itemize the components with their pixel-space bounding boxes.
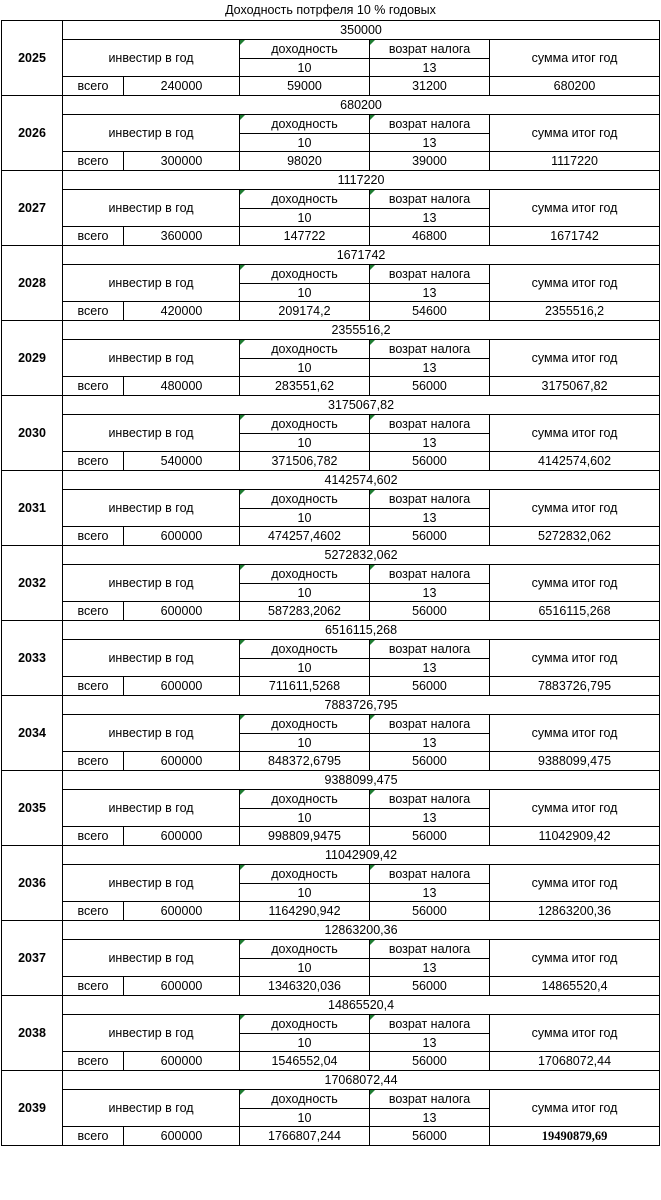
year-total-cell[interactable]: 3175067,82 [490, 377, 660, 396]
invest-label-cell[interactable]: инвестир в год [63, 115, 240, 152]
all-label-cell[interactable]: всего [63, 977, 124, 996]
tax-value-cell[interactable]: 56000 [370, 752, 490, 771]
income-value-cell[interactable]: 1766807,244 [240, 1127, 370, 1146]
yield-label-cell[interactable]: доходность [240, 640, 370, 659]
tax-rate-cell[interactable]: 13 [370, 359, 490, 377]
tax-value-cell[interactable]: 56000 [370, 827, 490, 846]
year-total-cell[interactable]: 1671742 [490, 227, 660, 246]
tax-value-cell[interactable]: 56000 [370, 977, 490, 996]
year-block-row-labels [2, 115, 660, 134]
tax-rate-cell[interactable]: 13 [370, 59, 490, 77]
yield-rate-cell[interactable]: 10 [240, 359, 370, 377]
tax-label-cell[interactable]: возрат налога [370, 340, 490, 359]
year-cell[interactable]: 2034 [2, 696, 63, 771]
invest-value-cell[interactable]: 600000 [124, 902, 240, 921]
year-cell[interactable]: 2039 [2, 1071, 63, 1146]
invest-label-cell[interactable]: инвестир в год [63, 640, 240, 677]
invest-label-cell[interactable]: инвестир в год [63, 190, 240, 227]
year-block-row-labels [2, 790, 660, 809]
tax-value-cell[interactable]: 56000 [370, 602, 490, 621]
total-label-cell[interactable]: сумма итог год [490, 1090, 660, 1127]
start-balance-cell[interactable]: 12863200,36 [63, 921, 660, 940]
tax-rate-cell[interactable]: 13 [370, 134, 490, 152]
tax-rate-cell[interactable]: 13 [370, 1109, 490, 1127]
yield-label-cell[interactable]: доходность [240, 415, 370, 434]
invest-label-cell[interactable]: инвестир в год [63, 940, 240, 977]
yield-rate-cell[interactable]: 10 [240, 209, 370, 227]
total-label-cell[interactable]: сумма итог год [490, 565, 660, 602]
tax-label-cell[interactable]: возрат налога [370, 40, 490, 59]
all-label-cell[interactable]: всего [63, 1052, 124, 1071]
year-block-row-labels [2, 1090, 660, 1109]
year-block-row-labels [2, 40, 660, 59]
start-balance-cell[interactable]: 680200 [63, 96, 660, 115]
tax-value-cell[interactable]: 39000 [370, 152, 490, 171]
year-total-cell[interactable]: 17068072,44 [490, 1052, 660, 1071]
year-cell[interactable]: 2030 [2, 396, 63, 471]
yield-rate-cell[interactable]: 10 [240, 659, 370, 677]
income-value-cell[interactable]: 711611,5268 [240, 677, 370, 696]
year-block-row-start [2, 21, 660, 40]
year-cell[interactable]: 2035 [2, 771, 63, 846]
tax-label-cell[interactable]: возрат налога [370, 865, 490, 884]
income-value-cell[interactable]: 283551,62 [240, 377, 370, 396]
year-total-cell[interactable]: 14865520,4 [490, 977, 660, 996]
invest-label-cell[interactable]: инвестир в год [63, 1015, 240, 1052]
year-block-row-labels [2, 865, 660, 884]
year-block-row-totals [2, 827, 660, 846]
yield-rate-cell[interactable]: 10 [240, 1109, 370, 1127]
invest-label-cell[interactable]: инвестир в год [63, 490, 240, 527]
yield-label-cell[interactable]: доходность [240, 790, 370, 809]
tax-value-cell[interactable]: 56000 [370, 377, 490, 396]
start-balance-cell[interactable]: 11042909,42 [63, 846, 660, 865]
tax-value-cell[interactable]: 56000 [370, 452, 490, 471]
tax-rate-cell[interactable]: 13 [370, 284, 490, 302]
year-cell[interactable]: 2031 [2, 471, 63, 546]
income-value-cell[interactable]: 998809,9475 [240, 827, 370, 846]
year-total-cell[interactable]: 6516115,268 [490, 602, 660, 621]
year-total-cell[interactable]: 12863200,36 [490, 902, 660, 921]
tax-rate-cell[interactable]: 13 [370, 434, 490, 452]
year-cell[interactable]: 2037 [2, 921, 63, 996]
year-cell[interactable]: 2025 [2, 21, 63, 96]
invest-value-cell[interactable]: 600000 [124, 1052, 240, 1071]
all-label-cell[interactable]: всего [63, 677, 124, 696]
income-value-cell[interactable]: 209174,2 [240, 302, 370, 321]
year-block-row-labels [2, 1015, 660, 1034]
year-block-row-totals [2, 677, 660, 696]
income-value-cell[interactable]: 848372,6795 [240, 752, 370, 771]
tax-value-cell[interactable]: 56000 [370, 1052, 490, 1071]
income-value-cell[interactable]: 147722 [240, 227, 370, 246]
all-label-cell[interactable]: всего [63, 452, 124, 471]
year-block-row-totals [2, 377, 660, 396]
year-block-row-start [2, 246, 660, 265]
yield-rate-cell[interactable]: 10 [240, 1034, 370, 1052]
year-block-row-labels [2, 340, 660, 359]
total-label-cell[interactable]: сумма итог год [490, 415, 660, 452]
invest-value-cell[interactable]: 540000 [124, 452, 240, 471]
tax-label-cell[interactable]: возрат налога [370, 790, 490, 809]
start-balance-cell[interactable]: 9388099,475 [63, 771, 660, 790]
tax-value-cell[interactable]: 56000 [370, 527, 490, 546]
invest-label-cell[interactable]: инвестир в год [63, 1090, 240, 1127]
income-value-cell[interactable]: 474257,4602 [240, 527, 370, 546]
yield-rate-cell[interactable]: 10 [240, 134, 370, 152]
total-label-cell[interactable]: сумма итог год [490, 865, 660, 902]
sheet-title: Доходность потрфеля 10 % годовых [225, 3, 436, 17]
invest-value-cell[interactable]: 600000 [124, 752, 240, 771]
start-balance-cell[interactable]: 4142574,602 [63, 471, 660, 490]
year-total-cell[interactable]: 2355516,2 [490, 302, 660, 321]
total-label-cell[interactable]: сумма итог год [490, 190, 660, 227]
start-balance-cell[interactable]: 350000 [63, 21, 660, 40]
year-block-row-labels [2, 940, 660, 959]
tax-value-cell[interactable]: 31200 [370, 77, 490, 96]
tax-rate-cell[interactable]: 13 [370, 734, 490, 752]
tax-label-cell[interactable]: возрат налога [370, 490, 490, 509]
year-total-cell[interactable]: 9388099,475 [490, 752, 660, 771]
tax-value-cell[interactable]: 56000 [370, 902, 490, 921]
portfolio-table [1, 20, 660, 1146]
year-block-row-totals [2, 527, 660, 546]
tax-value-cell[interactable]: 56000 [370, 1127, 490, 1146]
year-block-row-labels [2, 565, 660, 584]
yield-rate-cell[interactable]: 10 [240, 509, 370, 527]
year-block-row-start [2, 921, 660, 940]
tax-rate-cell[interactable]: 13 [370, 659, 490, 677]
invest-value-cell[interactable]: 600000 [124, 977, 240, 996]
invest-label-cell[interactable]: инвестир в год [63, 715, 240, 752]
yield-rate-cell[interactable]: 10 [240, 59, 370, 77]
year-total-cell[interactable]: 5272832,062 [490, 527, 660, 546]
invest-label-cell[interactable]: инвестир в год [63, 40, 240, 77]
start-balance-cell[interactable]: 17068072,44 [63, 1071, 660, 1090]
all-label-cell[interactable]: всего [63, 77, 124, 96]
invest-value-cell[interactable]: 360000 [124, 227, 240, 246]
year-block-row-start [2, 546, 660, 565]
year-block-row-totals [2, 152, 660, 171]
tax-label-cell[interactable]: возрат налога [370, 415, 490, 434]
year-cell[interactable]: 2028 [2, 246, 63, 321]
total-label-cell[interactable]: сумма итог год [490, 340, 660, 377]
yield-rate-cell[interactable]: 10 [240, 284, 370, 302]
total-label-cell[interactable]: сумма итог год [490, 790, 660, 827]
income-value-cell[interactable]: 98020 [240, 152, 370, 171]
tax-label-cell[interactable]: возрат налога [370, 115, 490, 134]
income-value-cell[interactable]: 1164290,942 [240, 902, 370, 921]
year-total-cell[interactable]: 4142574,602 [490, 452, 660, 471]
year-block-row-totals [2, 977, 660, 996]
total-label-cell[interactable]: сумма итог год [490, 40, 660, 77]
year-block-row-totals [2, 77, 660, 96]
all-label-cell[interactable]: всего [63, 827, 124, 846]
tax-label-cell[interactable]: возрат налога [370, 565, 490, 584]
yield-label-cell[interactable]: доходность [240, 340, 370, 359]
year-block-row-start [2, 846, 660, 865]
start-balance-cell[interactable]: 7883726,795 [63, 696, 660, 715]
income-value-cell[interactable]: 587283,2062 [240, 602, 370, 621]
year-block-row-start [2, 171, 660, 190]
all-label-cell[interactable]: всего [63, 752, 124, 771]
invest-label-cell[interactable]: инвестир в год [63, 415, 240, 452]
total-label-cell[interactable]: сумма итог год [490, 115, 660, 152]
tax-rate-cell[interactable]: 13 [370, 884, 490, 902]
yield-rate-cell[interactable]: 10 [240, 734, 370, 752]
invest-value-cell[interactable]: 300000 [124, 152, 240, 171]
year-block-row-totals [2, 602, 660, 621]
all-label-cell[interactable]: всего [63, 602, 124, 621]
total-label-cell[interactable]: сумма итог год [490, 940, 660, 977]
year-block-row-labels [2, 415, 660, 434]
tax-label-cell[interactable]: возрат налога [370, 1090, 490, 1109]
yield-rate-cell[interactable]: 10 [240, 884, 370, 902]
year-block-row-totals [2, 752, 660, 771]
yield-label-cell[interactable]: доходность [240, 865, 370, 884]
year-block-row-totals [2, 902, 660, 921]
all-label-cell[interactable]: всего [63, 152, 124, 171]
year-block-row-totals [2, 452, 660, 471]
year-cell[interactable]: 2032 [2, 546, 63, 621]
year-block-row-labels [2, 190, 660, 209]
start-balance-cell[interactable]: 3175067,82 [63, 396, 660, 415]
tax-rate-cell[interactable]: 13 [370, 209, 490, 227]
year-total-cell[interactable]: 19490879,69 [490, 1127, 660, 1146]
all-label-cell[interactable]: всего [63, 527, 124, 546]
year-block-row-start [2, 771, 660, 790]
yield-rate-cell[interactable]: 10 [240, 959, 370, 977]
tax-value-cell[interactable]: 54600 [370, 302, 490, 321]
yield-label-cell[interactable]: доходность [240, 115, 370, 134]
year-total-cell[interactable]: 7883726,795 [490, 677, 660, 696]
start-balance-cell[interactable]: 6516115,268 [63, 621, 660, 640]
year-block-row-start [2, 96, 660, 115]
invest-value-cell[interactable]: 600000 [124, 602, 240, 621]
yield-label-cell[interactable]: доходность [240, 1090, 370, 1109]
total-label-cell[interactable]: сумма итог год [490, 1015, 660, 1052]
tax-rate-cell[interactable]: 13 [370, 509, 490, 527]
year-total-cell[interactable]: 680200 [490, 77, 660, 96]
year-cell[interactable]: 2029 [2, 321, 63, 396]
year-block-row-start [2, 471, 660, 490]
income-value-cell[interactable]: 1346320,036 [240, 977, 370, 996]
year-block-row-start [2, 321, 660, 340]
invest-value-cell[interactable]: 420000 [124, 302, 240, 321]
yield-label-cell[interactable]: доходность [240, 715, 370, 734]
start-balance-cell[interactable]: 14865520,4 [63, 996, 660, 1015]
all-label-cell[interactable]: всего [63, 227, 124, 246]
start-balance-cell[interactable]: 2355516,2 [63, 321, 660, 340]
yield-label-cell[interactable]: доходность [240, 190, 370, 209]
total-label-cell[interactable]: сумма итог год [490, 490, 660, 527]
tax-rate-cell[interactable]: 13 [370, 584, 490, 602]
all-label-cell[interactable]: всего [63, 902, 124, 921]
tax-value-cell[interactable]: 56000 [370, 677, 490, 696]
start-balance-cell[interactable]: 1117220 [63, 171, 660, 190]
income-value-cell[interactable]: 59000 [240, 77, 370, 96]
invest-label-cell[interactable]: инвестир в год [63, 790, 240, 827]
year-block-row-start [2, 996, 660, 1015]
tax-rate-cell[interactable]: 13 [370, 1034, 490, 1052]
tax-label-cell[interactable]: возрат налога [370, 940, 490, 959]
yield-label-cell[interactable]: доходность [240, 265, 370, 284]
tax-label-cell[interactable]: возрат налога [370, 715, 490, 734]
yield-label-cell[interactable]: доходность [240, 40, 370, 59]
invest-label-cell[interactable]: инвестир в год [63, 565, 240, 602]
year-total-cell[interactable]: 11042909,42 [490, 827, 660, 846]
year-block-row-start [2, 396, 660, 415]
yield-label-cell[interactable]: доходность [240, 490, 370, 509]
tax-label-cell[interactable]: возрат налога [370, 640, 490, 659]
all-label-cell[interactable]: всего [63, 377, 124, 396]
all-label-cell[interactable]: всего [63, 1127, 124, 1146]
invest-value-cell[interactable]: 600000 [124, 827, 240, 846]
invest-label-cell[interactable]: инвестир в год [63, 340, 240, 377]
invest-value-cell[interactable]: 600000 [124, 677, 240, 696]
year-block-row-labels [2, 715, 660, 734]
tax-label-cell[interactable]: возрат налога [370, 1015, 490, 1034]
income-value-cell[interactable]: 1546552,04 [240, 1052, 370, 1071]
year-block-row-start [2, 621, 660, 640]
yield-label-cell[interactable]: доходность [240, 1015, 370, 1034]
year-block-row-totals [2, 1127, 660, 1146]
year-block-row-totals [2, 227, 660, 246]
tax-rate-cell[interactable]: 13 [370, 809, 490, 827]
total-label-cell[interactable]: сумма итог год [490, 715, 660, 752]
invest-value-cell[interactable]: 480000 [124, 377, 240, 396]
year-block-row-totals [2, 1052, 660, 1071]
year-cell[interactable]: 2038 [2, 996, 63, 1071]
total-label-cell[interactable]: сумма итог год [490, 640, 660, 677]
year-cell[interactable]: 2033 [2, 621, 63, 696]
year-cell[interactable]: 2026 [2, 96, 63, 171]
tax-value-cell[interactable]: 46800 [370, 227, 490, 246]
year-block-row-start [2, 1071, 660, 1090]
year-total-cell[interactable]: 1117220 [490, 152, 660, 171]
invest-value-cell[interactable]: 600000 [124, 1127, 240, 1146]
yield-label-cell[interactable]: доходность [240, 565, 370, 584]
tax-rate-cell[interactable]: 13 [370, 959, 490, 977]
total-label-cell[interactable]: сумма итог год [490, 265, 660, 302]
yield-rate-cell[interactable]: 10 [240, 434, 370, 452]
tax-label-cell[interactable]: возрат налога [370, 190, 490, 209]
yield-rate-cell[interactable]: 10 [240, 584, 370, 602]
all-label-cell[interactable]: всего [63, 302, 124, 321]
year-block-row-labels [2, 490, 660, 509]
year-block-row-labels [2, 265, 660, 284]
year-block-row-totals [2, 302, 660, 321]
yield-label-cell[interactable]: доходность [240, 940, 370, 959]
year-block-row-start [2, 696, 660, 715]
invest-label-cell[interactable]: инвестир в год [63, 265, 240, 302]
start-balance-cell[interactable]: 5272832,062 [63, 546, 660, 565]
tax-label-cell[interactable]: возрат налога [370, 265, 490, 284]
year-block-row-labels [2, 640, 660, 659]
year-cell[interactable]: 2036 [2, 846, 63, 921]
invest-label-cell[interactable]: инвестир в год [63, 865, 240, 902]
invest-value-cell[interactable]: 240000 [124, 77, 240, 96]
income-value-cell[interactable]: 371506,782 [240, 452, 370, 471]
year-cell[interactable]: 2027 [2, 171, 63, 246]
start-balance-cell[interactable]: 1671742 [63, 246, 660, 265]
yield-rate-cell[interactable]: 10 [240, 809, 370, 827]
invest-value-cell[interactable]: 600000 [124, 527, 240, 546]
